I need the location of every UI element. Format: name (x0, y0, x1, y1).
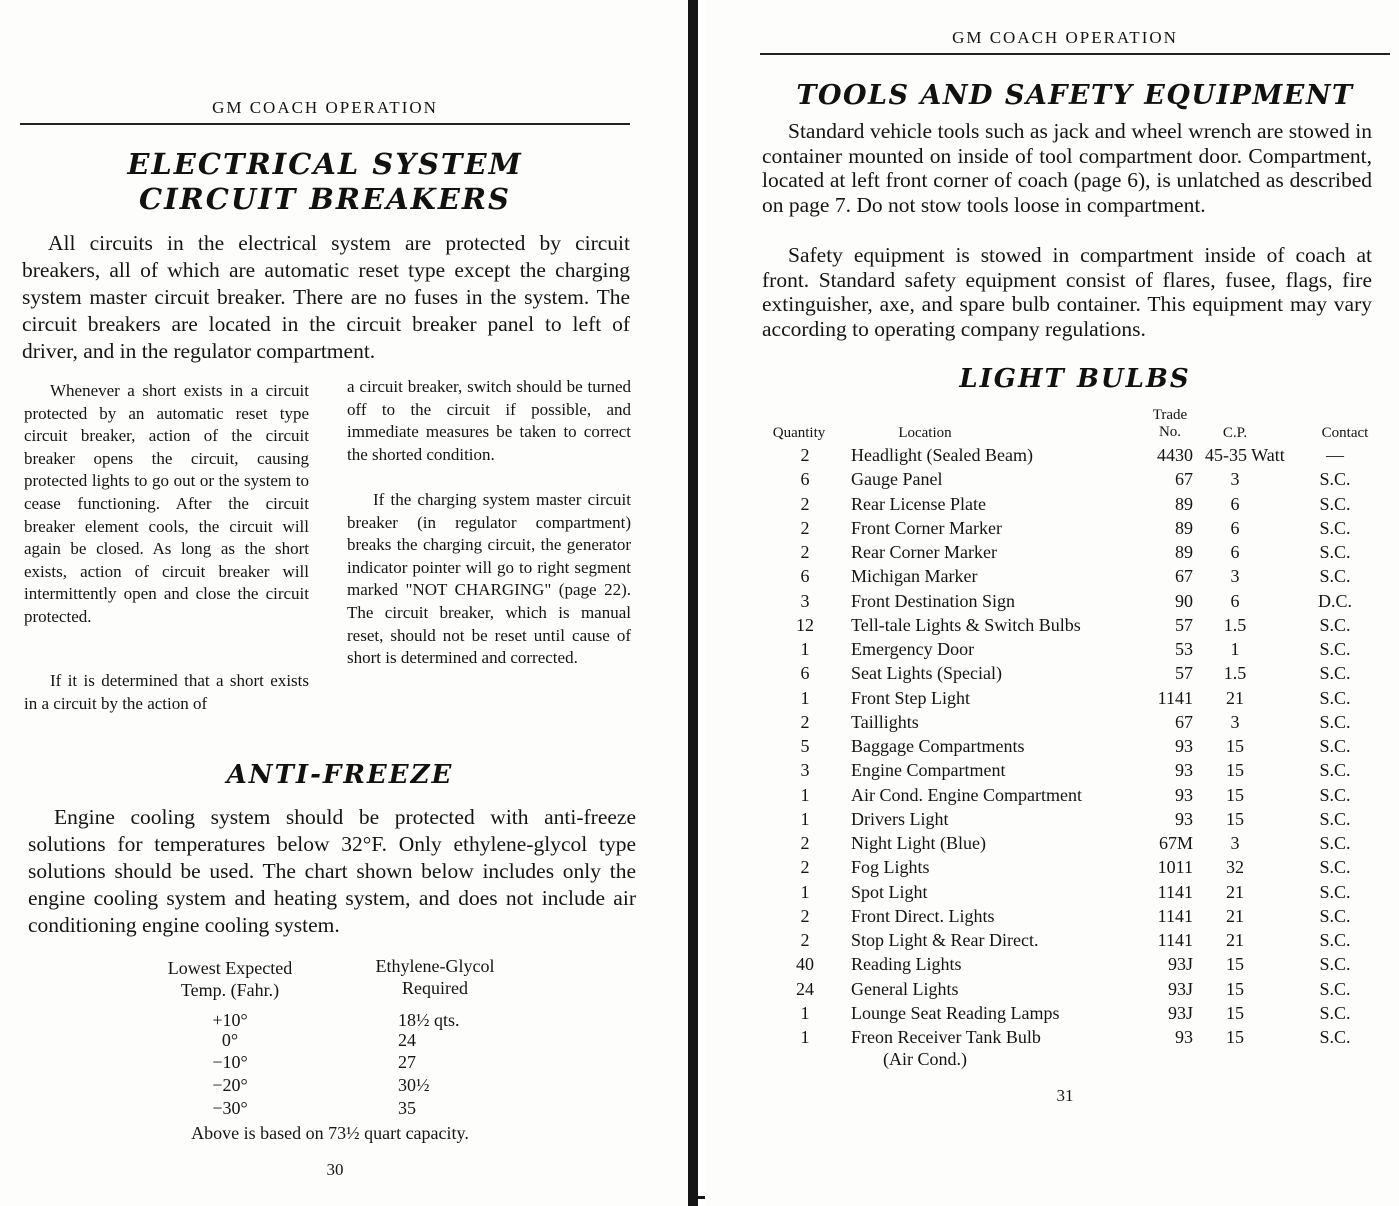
af-required: 35 (398, 1098, 416, 1118)
bulb-cp: 3 (1230, 833, 1240, 853)
bulb-location: Rear Corner Marker (851, 542, 997, 562)
bulb-cp: 15 (1226, 978, 1244, 999)
right-page (705, 0, 1399, 1206)
bulb-quantity: 2 (800, 493, 810, 514)
bulb-contact: S.C. (1319, 639, 1351, 659)
running-head: GM COACH OPERATION (212, 98, 438, 117)
bulb-row (765, 1003, 1395, 1027)
bulb-quantity: 6 (800, 566, 810, 587)
bulb-trade-no: 1141 (1157, 881, 1193, 902)
bulb-trade-no: 93 (1175, 808, 1193, 829)
bulb-contact: S.C. (1319, 760, 1351, 781)
bulb-quantity: 1 (800, 1027, 810, 1047)
bulb-location: Gauge Panel (851, 469, 943, 490)
section-title-tools: TOOLS AND SAFETY EQUIPMENT (796, 80, 1354, 111)
bulb-trade-no: 93J (1167, 1002, 1193, 1023)
bulb-row (765, 857, 1395, 881)
bulb-location: Engine Compartment (851, 760, 1006, 781)
bulb-contact: S.C. (1319, 469, 1351, 490)
bulb-trade-no: 93 (1175, 736, 1193, 756)
bulb-cp: 15 (1226, 808, 1244, 829)
bulb-contact: S.C. (1319, 784, 1351, 805)
bulb-location: Stop Light & Rear Direct. (851, 930, 1039, 950)
bulb-trade-no: 53 (1175, 639, 1193, 659)
bulb-quantity: 5 (800, 736, 810, 756)
bulb-cp: 6 (1230, 493, 1240, 514)
af-header-temp-line1: Lowest Expected (167, 958, 293, 978)
bulb-contact: S.C. (1319, 930, 1351, 950)
bulb-trade-no: 90 (1175, 590, 1193, 611)
bulb-contact: S.C. (1319, 857, 1351, 878)
header-location: Location (898, 425, 952, 441)
bulb-trade-no: 89 (1175, 517, 1193, 538)
section-title-circuit-breakers: CIRCUIT BREAKERS (139, 182, 511, 216)
bulb-cp: 15 (1226, 954, 1244, 975)
bulb-row (765, 688, 1395, 712)
bulb-cp: 21 (1226, 930, 1244, 950)
af-temp: 0° (221, 1030, 239, 1050)
bulb-quantity: 24 (796, 978, 814, 999)
bulb-contact: S.C. (1319, 711, 1351, 732)
bulb-cp: 21 (1226, 905, 1244, 926)
bulb-quantity: 6 (800, 469, 810, 490)
af-temp: +10° (212, 1010, 248, 1030)
bulb-trade-no: 57 (1175, 614, 1193, 635)
bulb-row (765, 785, 1395, 809)
bulb-trade-no: 1141 (1157, 687, 1193, 708)
bulb-quantity: 1 (800, 639, 810, 659)
bulb-row (765, 542, 1395, 566)
bulb-trade-no: 93 (1175, 760, 1193, 781)
bulb-row (765, 979, 1395, 1003)
bulb-quantity: 3 (800, 760, 810, 781)
bulb-contact: S.C. (1319, 663, 1351, 684)
bulb-cp: 15 (1226, 784, 1244, 805)
bulb-row (765, 736, 1395, 760)
bulb-trade-no: 1141 (1157, 930, 1193, 950)
bulb-cp: 3 (1230, 469, 1240, 490)
bulb-cp: 15 (1226, 736, 1244, 756)
bulb-trade-no: 93 (1175, 1027, 1193, 1047)
bulb-quantity: 2 (800, 711, 810, 732)
bulb-contact: S.C. (1319, 808, 1351, 829)
bulb-location: Air Cond. Engine Compartment (851, 784, 1082, 805)
header-cp: C.P. (1222, 425, 1248, 441)
bulb-row (765, 639, 1395, 663)
af-row (140, 1030, 560, 1053)
bulb-trade-no: 89 (1175, 542, 1193, 562)
bulb-contact: D.C. (1317, 590, 1352, 611)
bulb-location: Headlight (Sealed Beam) (851, 445, 1033, 465)
bulb-cp: 45-35 Watt (1205, 445, 1285, 465)
col1-paragraph-2: If it is determined that a short exists in a circuit by the action of (24, 671, 309, 713)
bulb-contact: S.C. (1319, 833, 1351, 853)
af-header-req-line1: Ethylene-Glycol (375, 956, 495, 976)
af-temp: −20° (212, 1075, 248, 1095)
col2-paragraph-1: a circuit breaker, switch should be turned off to the circuit if possible, and immediate measures be taken to correct the shorted condition. (347, 377, 631, 464)
bulb-row (765, 906, 1395, 930)
bulb-row (765, 615, 1395, 639)
bulb-quantity: 6 (800, 663, 810, 684)
bulb-contact: S.C. (1319, 542, 1351, 562)
bulb-trade-no: 93J (1167, 954, 1193, 975)
bulb-quantity: 2 (800, 542, 810, 562)
bulb-location: Front Destination Sign (851, 590, 1016, 611)
bulb-cp: 21 (1226, 687, 1244, 708)
header-trade-line2: No. (1158, 424, 1182, 440)
bulb-cp: 3 (1230, 566, 1240, 587)
bulb-quantity: 2 (800, 857, 810, 878)
af-header-temp-line2: Temp. (Fahr.) (180, 980, 280, 1000)
col1-paragraph-1: Whenever a short exists in a circuit protected by an automatic reset type circuit breaker, action of the circuit breaker opens the circuit, causing protected lights to go out or the system to cease functioning. After the circuit breaker element cools, the circuit will again be closed. As long as the short exists, action of circuit breaker will intermittently open and close the circuit protected. (24, 381, 309, 626)
af-temp: −10° (212, 1052, 248, 1072)
bulb-contact: S.C. (1319, 493, 1351, 514)
bulb-cp: 6 (1230, 517, 1240, 538)
last-row-continuation: (Air Cond.) (883, 1049, 967, 1069)
section-title-antifreeze: ANTI-FREEZE (226, 760, 454, 790)
header-rule (20, 123, 630, 125)
bulb-contact: S.C. (1319, 978, 1351, 999)
bulb-location: Fog Lights (851, 857, 930, 878)
bulb-location: Lounge Seat Reading Lamps (851, 1002, 1060, 1023)
bulb-contact: S.C. (1319, 954, 1351, 975)
bulb-quantity: 1 (800, 881, 810, 902)
page-number: 30 (326, 1160, 344, 1179)
af-header-req-line2: Required (402, 978, 468, 998)
af-required: 24 (398, 1030, 416, 1050)
section-title-light-bulbs: LIGHT BULBS (959, 364, 1191, 394)
bulb-cp: 21 (1226, 881, 1244, 902)
bulb-contact: S.C. (1319, 566, 1351, 587)
bulb-cp: 15 (1226, 760, 1244, 781)
bulb-contact: S.C. (1319, 905, 1351, 926)
af-temp: −30° (212, 1098, 248, 1118)
bulb-contact: S.C. (1319, 736, 1351, 756)
bulb-quantity: 2 (800, 445, 810, 465)
bulb-row (765, 760, 1395, 784)
bulb-location: Drivers Light (851, 808, 949, 829)
bulb-row (765, 1027, 1395, 1051)
af-header-temp (150, 957, 310, 1001)
af-row (140, 1075, 560, 1098)
bulb-quantity: 2 (800, 833, 810, 853)
bulb-contact: S.C. (1319, 881, 1351, 902)
bulb-cp: 6 (1230, 590, 1240, 611)
header-quantity: Quantity (772, 425, 826, 441)
bulb-location: Reading Lights (851, 954, 962, 975)
bulb-cp: 1 (1230, 639, 1240, 659)
bulb-cp: 32 (1226, 857, 1244, 878)
bulb-cp: 6 (1230, 542, 1240, 562)
bulb-location: Baggage Compartments (851, 736, 1025, 756)
bulb-quantity: 1 (800, 1002, 810, 1023)
tools-paragraph-1: Standard vehicle tools such as jack and wheel wrench are stowed in container mounted on inside of tool compartment door. Compartment, located at left front corner of coach (page 6), is unlatched as described on page 7. Do not stow tools loose in compartment. (762, 119, 1372, 217)
bulb-quantity: 2 (800, 905, 810, 926)
left-page (0, 0, 690, 1206)
bulb-cp: 3 (1230, 711, 1240, 732)
bulb-trade-no: 57 (1175, 663, 1193, 684)
bulb-trade-no: 93 (1175, 784, 1193, 805)
antifreeze-paragraph: Engine cooling system should be protected with anti-freeze solutions for temperatures below 32°F. Only ethylene-glycol type solutions should be used. The chart shown below includes only the engine cooling system and heating system, and does not include air conditioning engine cooling system. (28, 805, 636, 937)
bulb-quantity: 1 (800, 784, 810, 805)
bulb-trade-no: 4430 (1157, 445, 1193, 465)
bulb-row (765, 445, 1395, 469)
tools-paragraph-2: Safety equipment is stowed in compartment inside of coach at front. Standard safety equipment consist of flares, fusee, flags, fire extinguisher, axe, and spare bulb container. This equipment may vary according to operating company regulations. (762, 243, 1372, 341)
bulb-trade-no: 93J (1167, 978, 1193, 999)
bulb-location: Spot Light (851, 881, 928, 902)
bulb-contact: S.C. (1319, 1027, 1351, 1047)
bulb-contact: S.C. (1319, 614, 1351, 635)
bulb-quantity: 2 (800, 517, 810, 538)
bulb-cp: 1.5 (1223, 663, 1247, 684)
header-trade-no (1140, 407, 1200, 441)
af-row (140, 1098, 560, 1121)
af-required: 18½ qts. (398, 1010, 460, 1030)
bulb-quantity: 1 (800, 687, 810, 708)
bulb-location: Front Direct. Lights (851, 905, 995, 926)
af-header-required (355, 955, 515, 999)
bulb-row (765, 954, 1395, 978)
bulb-trade-no: 1141 (1157, 905, 1193, 926)
intro-paragraph: All circuits in the electrical system are protected by circuit breakers, all of which are automatic reset type except the charging system master circuit breaker. There are no fuses in the system. The circuit breakers are located in the circuit breaker panel to left of driver, and in the regulator compartment. (22, 231, 630, 363)
bulb-location: Michigan Marker (851, 566, 978, 587)
bulb-trade-no: 67M (1158, 833, 1193, 853)
af-required: 27 (398, 1052, 416, 1072)
bulb-quantity: 1 (800, 808, 810, 829)
bulb-quantity: 40 (796, 954, 814, 975)
bulb-trade-no: 67 (1175, 566, 1193, 587)
bulb-location: Tell-tale Lights & Switch Bulbs (851, 614, 1081, 635)
bulb-location: General Lights (851, 978, 959, 999)
bulb-quantity: 3 (800, 590, 810, 611)
bulb-row (765, 809, 1395, 833)
af-row (140, 1052, 560, 1075)
bulb-contact: S.C. (1319, 517, 1351, 538)
bulb-row (765, 518, 1395, 542)
bulb-quantity: 2 (800, 930, 810, 950)
bulb-trade-no: 1011 (1157, 857, 1193, 878)
bulb-trade-no: 67 (1175, 711, 1193, 732)
bulb-location: Front Corner Marker (851, 517, 1002, 538)
bulb-location: Rear License Plate (851, 493, 986, 514)
bulb-row (765, 930, 1395, 954)
bulb-contact: — (1326, 445, 1344, 465)
bulb-cp: 15 (1226, 1027, 1244, 1047)
bulb-location: Freon Receiver Tank Bulb (851, 1027, 1041, 1047)
bulb-location: Seat Lights (Special) (851, 663, 1002, 684)
header-trade-line1: Trade (1152, 407, 1188, 423)
col2-paragraph-2: If the charging system master circuit breaker (in regulator compartment) breaks the charging circuit, the generator indicator pointer will go to right segment marked "NOT CHARGING" (page 22). The circuit breaker, which is manual reset, should not be reset until cause of short is determined and corrected. (347, 490, 631, 668)
bulb-contact: S.C. (1319, 687, 1351, 708)
bulb-location: Night Light (Blue) (851, 833, 986, 853)
book-gutter (688, 0, 698, 1206)
af-required: 30½ (398, 1075, 430, 1095)
running-head: GM COACH OPERATION (952, 28, 1178, 47)
bulb-location: Taillights (851, 711, 919, 732)
bulb-location: Emergency Door (851, 639, 975, 659)
header-contact: Contact (1321, 425, 1369, 441)
bulb-row (765, 663, 1395, 687)
bulb-location: Front Step Light (851, 687, 971, 708)
bulb-row (765, 566, 1395, 590)
bulb-cp: 15 (1226, 1002, 1244, 1023)
bulb-row (765, 712, 1395, 736)
af-footnote: Above is based on 73½ quart capacity. (191, 1123, 469, 1143)
section-title-electrical: ELECTRICAL SYSTEM (127, 147, 523, 181)
bulb-contact: S.C. (1319, 1002, 1351, 1023)
bulb-row (765, 882, 1395, 906)
bulb-trade-no: 67 (1175, 469, 1193, 490)
bulb-cp: 1.5 (1223, 614, 1247, 635)
page-number: 31 (1056, 1086, 1074, 1105)
bulb-row (765, 469, 1395, 493)
bulb-row (765, 833, 1395, 857)
bulb-row (765, 494, 1395, 518)
header-rule (760, 53, 1390, 55)
bulb-trade-no: 89 (1175, 493, 1193, 514)
bulb-quantity: 12 (796, 614, 814, 635)
bulb-row (765, 591, 1395, 615)
